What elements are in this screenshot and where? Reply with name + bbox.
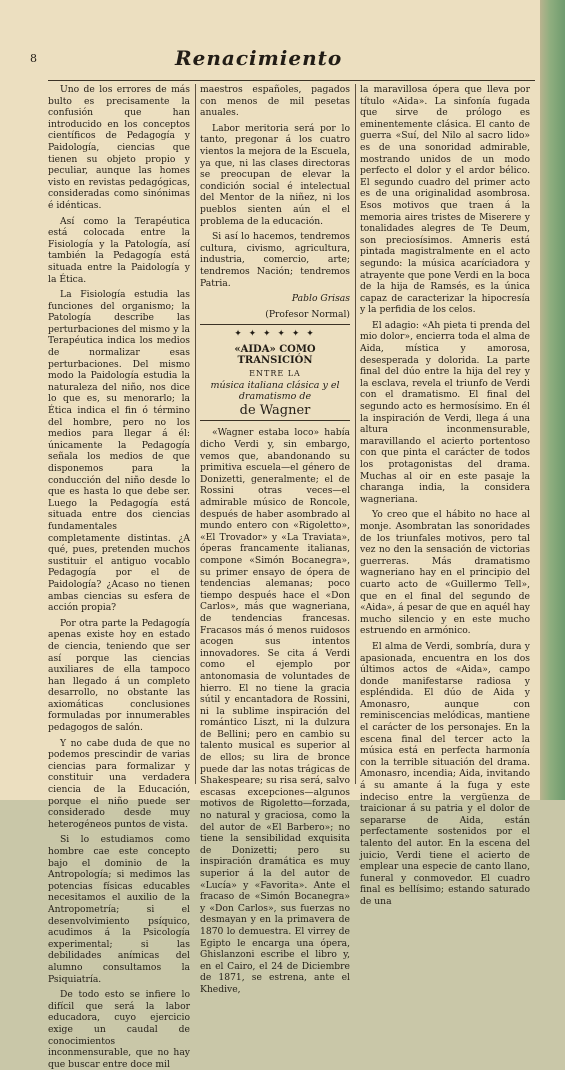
author-name: Pablo Grisas xyxy=(291,293,350,305)
paragraph: La Fisiología estudia las funciones del organismo; la Patología describe las perturbaciones del mismo y la Terapéutica indica los medios de normalizar esas perturbaciones. Del mismo modo la Paidología estudia la naturaleza del niño, nos dice lo que es, su menorarlo; la Ética indica el fin ó término del hombre, pero no los medios para llegar á él: únicamente la Pedagogía señala los medios de que disponemos para la conducción del niño desde lo que es hasta lo que debe ser. Luego la Pedagogía está situada entre dos ciencias fundamentales completamente distintas. ¿A qué, pues, pretenden muchos sustituir el antiguo vocablo Pedagogía por el de Paidología? ¿Acaso no tienen ambas ciencias su esfera de acción propia? xyxy=(48,289,190,614)
ornament-icon: ✦ ✦ ✦ ✦ ✦ ✦ xyxy=(234,329,316,340)
paragraph: Uno de los errores de más bulto es precisamente la confusión que han introducido en los conceptos científicos de Pedagogía y Paidología, ciencias que tienen su objeto propio y peculiar, aunque las homes visto en revistas pedagógicas, consideradas como sinónimas é idénticas. xyxy=(48,84,190,211)
column-middle xyxy=(200,84,350,995)
page-header xyxy=(0,46,505,78)
paragraph: Labor meritoria será por lo tanto, pregonar á los cuatro vientos la mejora de la Escuela, ya que, ni las clases directoras se preocupan de elevar la condición social é intelectual del Mentor de la niñez, ni los pueblos sienten aún el el problema de la educación. xyxy=(200,122,350,227)
column-right xyxy=(360,84,530,907)
column-divider xyxy=(195,84,196,784)
article-subtitle-music: música italiana clásica y el dramatismo de xyxy=(210,379,340,403)
page-number: 8 xyxy=(30,52,37,65)
journal-title: Renacimiento xyxy=(175,46,343,70)
article-heading xyxy=(200,324,350,421)
article-subtitle-wagner: de Wagner xyxy=(239,402,311,418)
paragraph: Si así lo hacemos, tendremos cultura, civismo, agricultura, industria, comercio, arte; tendremos Nación; tendremos Patria. xyxy=(200,231,350,289)
paragraph: la maravillosa ópera que lleva por título «Aida». La sinfonía fugada que sirve de prólogo es eminentemente clásica. El canto de guerra «Suí, del Nilo al sacro lido» es de una sonoridad admirable, mostrando unidos de un modo perfecto el dolor y el ardor bélico. El segundo cuadro del primer acto es de una originalidad asombrosa. Esos motivos que traen á la memoria aires tristes de Miserere y tonalidades alegres de Te Deum, son preciosísimos. Amneris está pintada magistralmente en el acto segundo: la música acaríciadora y atrayente que pone Verdi en la boca de la hija de Ramsés, es la única capaz de caracterizar la hipocresía y la perfidia de los celos. xyxy=(360,84,530,316)
paragraph: Yo creo que el hábito no hace al monje. Asombratan las sonoridades de los triunfales motivos, pero tal vez no den la sensación de victorias guerreras. Más dramatismo wagneriano hay en el principio del cuarto acto de «Guillermo Tell», que en el final del segundo de «Aida», á pesar de que en aquél hay mucho silencio y en este mucho estruendo en armónico. xyxy=(360,509,530,637)
paragraph: De todo esto se infiere lo difícil que será la labor educadora, cuyo ejercicio exige un caudal de conocimientos inconmensurable, que no hay que buscar entre doce mil xyxy=(48,989,190,1070)
column-left xyxy=(48,84,190,1070)
paragraph: «Wagner estaba loco» había dicho Verdi y, sin embargo, vemos que, abandonando su primitiva escuela—el género de Donizetti, generalmente; el de Rossini otras veces—el admirable músico de Roncole, después de haber asombrado al mundo entero con «Rigoletto», «El Trovador» y «La Traviata», óperas francamente italianas, compone «Simón Bocanegra», su primer ensayo de ópera de tendencias alemanas; poco tiempo después hace el «Don Carlos», más que wagneriana, de tendencias francesas. Fracasos más ó menos ruidosos acogen sus intentos innovadores. Se cita á Verdi como el ejemplo por antonomasia de voluntades de hierro. El no tiene la gracia sútil y encantadora de Rossini, ni la sublime inspiración del romántico Liszt, ni la dulzura de Bellini; pero en cambio su talento musical es superior al de ellos; su lira de bronce puede dar las notas trágicas de Shakespeare; su risa será, salvo escasas excepciones—algunos motivos de Rigoletto—forzada, no natural y graciosa, como la del autor de «El Barbero»; no tiene la sensibilidad exquisita de Donizetti; pero su inspiración dramática es muy superior á la del autor de «Lucía» y «Favorita». Ante el fracaso de «Simón Bocanegra» y «Don Carlos», sus fuerzas no desmayan y en la primavera de 1870 lo demuestra. El virrey de Egipto le encarga una ópera, Ghislanzoni escribe el libro y, en el Cairo, el 24 de Diciembre de 1871, se estrena, ante el Khedive, xyxy=(200,427,350,995)
column-divider xyxy=(355,84,356,784)
article-title: «AIDA» COMO TRANSICIÓN xyxy=(234,343,316,367)
paragraph: Y no cabe duda de que no podemos prescindir de varias ciencias para formalizar y constituir una verdadera ciencia de la Educación, porque el niño puede ser considerado desde muy heterogéneos puntos de vista. xyxy=(48,737,190,830)
paragraph: El alma de Verdi, sombría, dura y apasionada, encuentra en los dos últimos actos de «Aida», campo donde manifestarse radiosa y espléndida. El dúo de Aida y Amonasro, aunque con reminiscencias melódicas, mantiene el carácter de los personajes. En la escena final del tercer acto la música está en perfecta harmonía con la terrible situación del drama. Amonasro, incendia; Aida, invitando á su amante á la fuga y este indeciso entre la vergüenza de traicionar á su patria y el dolor de separarse de Aida, están perfectamente sostenidos por el talento del autor. En la escena del juicio, Verdi tiene el acierto de emplear una especie de canto llano, funeral y conmovedor. El cuadro final es bellísimo; estando saturado de una xyxy=(360,640,530,907)
page-edge xyxy=(540,0,565,800)
paragraph: Por otra parte la Pedagogía apenas existe hoy en estado de ciencia, teniendo que ser así porque las ciencias auxiliares de ella tampoco han llegado á un completo desarrollo, no obstante las axiomáticas conclusiones formuladas por innumerables pedagogos de salón. xyxy=(48,617,190,734)
article-subtitle-entre: ENTRE LA xyxy=(249,369,301,379)
paragraph: maestros españoles, pagados con menos de mil pesetas anuales. xyxy=(200,84,350,119)
paragraph: El adagio: «Ah pieta ti prenda del mio dolor», encierra toda el alma de Aida, mística y amorosa, desesperada y dolorida. La parte final del dúo entre la hija del rey y la esclava, revela el triunfo de Verdi con el dramatismo. El final del segundo acto es hermosísimo. En él la inspiración de Verdi, llega á una altura inconmensurable, maravillando el acierto portentoso con que pinta el carácter de todos los protagonistas del drama. Muchas al oir en este pasaje la charanga india, la considera wagneriana. xyxy=(360,319,530,505)
author-role: (Profesor Normal) xyxy=(265,308,350,320)
paragraph: Si lo estudiamos como hombre cae este concepto bajo el dominio de la Antropología; si medimos las potencias físicas educables necesitamos el auxilio de la Antropometría; si el desenvolvimiento psíquico, acudimos á la Psicología experimental; si las debilidades anímicas del alumno consultamos la Psiquiatría. xyxy=(48,834,190,985)
paragraph: Así como la Terapéutica está colocada entre la Fisiología y la Patología, así también la Pedagogía está situada entre la Paidología y la Ética. xyxy=(48,215,190,285)
header-rule xyxy=(48,80,535,81)
